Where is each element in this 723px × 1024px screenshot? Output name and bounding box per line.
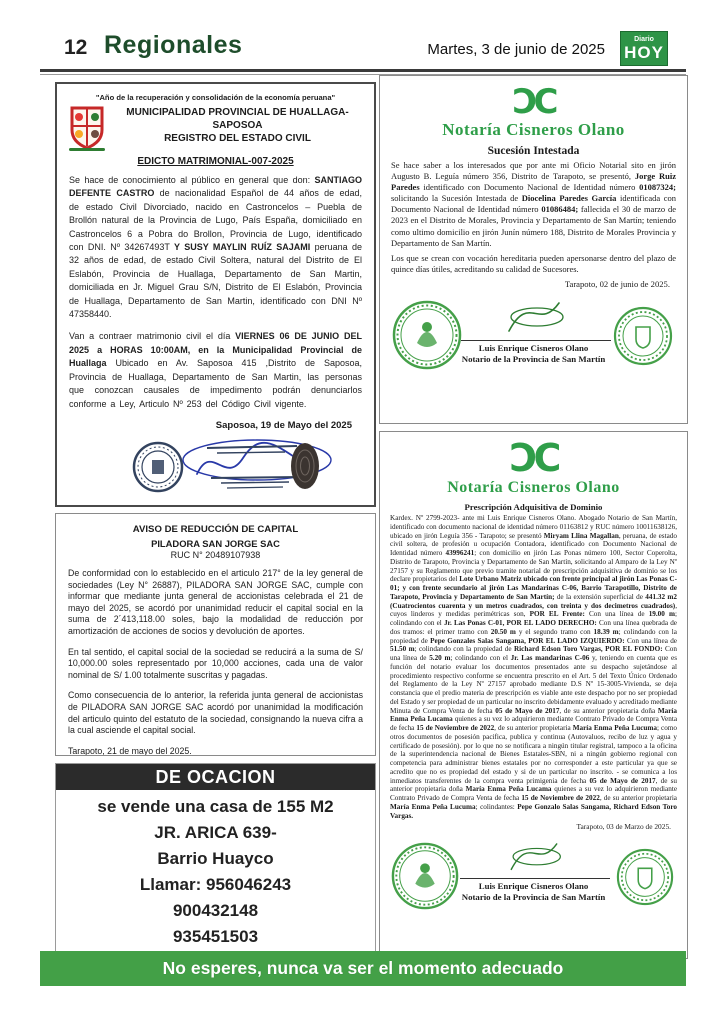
notary-succession-notice xyxy=(379,75,688,424)
notary-signature-area xyxy=(390,833,677,921)
notary-signature-icon xyxy=(479,291,589,335)
footer-slogan: No esperes, nunca va ser el momento adecuado xyxy=(162,958,564,978)
aviso-paragraph-2: En tal sentido, el capital social de la sociedad se reducirá a la suma de S/ 10,000.00 soles representado por 10,000 acciones, cada una de valor nominal de S/ 1.00 totalmente suscritas y pagadas. xyxy=(68,646,363,680)
notary-sign-block xyxy=(460,833,607,903)
prescription-date: Tarapoto, 03 de Marzo de 2025. xyxy=(576,822,671,832)
header-rule-thick xyxy=(40,69,686,72)
ad-phone: Llamar: 956046243 xyxy=(139,875,292,894)
logo-big-text: HOY xyxy=(624,43,664,62)
notary-signer-role: Notario de la Provincia de San Martín xyxy=(461,892,606,903)
municipality-name: MUNICIPALIDAD PROVINCIAL DE HUALLAGA-SAPOSOA xyxy=(126,107,349,131)
succession-date: Tarapoto, 02 de junio de 2025. xyxy=(564,278,670,289)
coat-of-arms-icon xyxy=(67,104,107,152)
diario-hoy-logo xyxy=(620,31,668,66)
notary-signer-role: Notario de la Provincia de San Martín xyxy=(461,353,606,364)
aviso-paragraph-3: Como consecuencia de lo anterior, la referida junta general de accionistas de PILADORA SAN JORGE SAC acordó por unanimidad la modificación del articulo quinto del estatuto de la sociedad, consignando la nueva cifra a la cual asciende el capital social. xyxy=(68,690,363,736)
aviso-company: PILADORA SAN JORGE SAC xyxy=(151,538,280,549)
ad-line: JR. ARICA 639- xyxy=(154,823,277,842)
classified-ad-house-sale xyxy=(55,763,376,953)
signature-rule xyxy=(460,878,610,879)
prescription-title: Prescripción Adquisitiva de Dominio xyxy=(464,502,603,512)
signature-rule xyxy=(461,340,611,341)
logo-small-text: Diario xyxy=(634,36,654,43)
succession-paragraph-1: Se hace saber a los interesados que por ante mi Oficio Notarial sito en jirón Augusto B. Leguía número 356, Distrito de Tarapoto, se presentó, Jorge Ruiz Paredes identificado con Documento Nacional de Identidad número 01087324; solicitando la Sucesión Intestada de Diocelina Paredes García identificada con Documento Nacional de Identidad número 01086484; fallecida el 30 de marzo de 2023 en el Distrito de Morales, Provincia y Departamento de San Martín; teniendo como ultimo domicilio en jirón Junín número 188, Distrito de Morales Provincia y Departamento de San Martín. xyxy=(391,160,676,248)
ad-body xyxy=(56,790,375,950)
ad-title-bar: DE OCACION xyxy=(56,764,375,790)
right-column xyxy=(379,75,688,959)
fingerprint-icon xyxy=(287,440,323,492)
edicto-paragraph-1: Se hace de conocimiento al público en general que don: SANTIAGO DEFENTE CASTRO de nacionalidad Español de 44 años de edad, de estado Civil Divorciado, nacido en Castroncelos – Puebla de Brollón natural de la Provincia de Lugo, País España, domiciliado en Castroncelos 6 a Pobra do Brollon, Provincia de Lugo, identificado con DNI. Nº 34267493T Y SUSY MAYLIN RUÍZ SAJAMI peruana de 32 años de edad, de estado Civil Soltera, natural del Distrito de El Eslabón, Provincia de Huallaga, Departamento de San Martin, domiciliada en Jr. Miguel Grau S/N, Distrito de El Eslabón, Provincia de Huallaga, Departamento de San Martin, identificado con DNI Nº 47358440. xyxy=(69,175,363,320)
aviso-date: Tarapoto, 21 de mayo del 2025. xyxy=(68,745,192,756)
ad-line: Barrio Huayco xyxy=(157,849,274,868)
ad-phone: 935451503 xyxy=(172,927,259,946)
aviso-paragraph-1: De conformidad con lo establecido en el articulo 217° de la ley general de sociedades (Ley N° 26887), PILADORA SAN JORGE SAC, cumple con informar que mediante junta general de accionistas celebrada el 21 de mayo del 2025, se acordó por unanimidad reducir el capital social en la suma de 2´413,118.00 soles, bajo la modalidad de reducción por amortización de acciones de socios y devolución de aportes. xyxy=(68,568,363,636)
municipality-header xyxy=(69,106,362,145)
ad-line: se vende una casa de 155 M2 xyxy=(97,797,334,816)
notary-signature-area xyxy=(391,291,676,387)
notary-name: Notaría Cisneros Olano xyxy=(442,120,625,139)
notary-monogram-icon: ƆC xyxy=(509,436,558,480)
edicto-title: EDICTO MATRIMONIAL-007-2025 xyxy=(137,156,294,167)
left-column xyxy=(55,82,376,953)
capital-reduction-notice xyxy=(55,513,376,756)
succession-title: Sucesión Intestada xyxy=(487,145,580,157)
edicto-date: Saposoa, 19 de Mayo del 2025 xyxy=(215,419,352,431)
registry-name: REGISTRO DEL ESTADO CIVIL xyxy=(164,133,311,144)
notary-monogram-icon: ƆC xyxy=(512,82,555,122)
edicto-paragraph-2: Van a contraer matrimonio civil el día VIERNES 06 DE JUNIO DEL 2025 a HORAS 10:00AM, en la Municipalidad Provincial de Huallaga Ubicado en Av. Saposoa 415 ,Distrito de Saposoa, Provincia de Huallaga, Departamento de San Martin, las personas que conozcan causales de impedimento podrán denunciarlos conforme a Ley, Articulo Nº 253 del Código Civil vigente. xyxy=(69,331,362,409)
notary-signer-name: Luis Enrique Cisneros Olano xyxy=(478,881,589,892)
notary-signature-icon xyxy=(479,833,589,873)
aviso-title: AVISO DE REDUCCIÓN DE CAPITAL xyxy=(132,524,299,535)
footer-banner xyxy=(40,951,686,986)
notary-round-stamp-icon xyxy=(390,841,460,911)
notary-seal-icon xyxy=(615,847,675,907)
notary-seal-icon xyxy=(612,305,674,367)
ad-phone: 900432148 xyxy=(172,901,259,920)
notary-round-stamp-icon xyxy=(391,299,463,371)
notary-signer-name: Luis Enrique Cisneros Olano xyxy=(478,342,589,353)
page-number: 12 xyxy=(64,36,88,59)
aviso-ruc: RUC N° 20489107938 xyxy=(170,550,261,560)
edicto-signature-area xyxy=(69,434,362,500)
prescription-body: Kardex. Nº 2799-2023- ante mi Luis Enrique Cisneros Olano. Abogado Notario de San Martín, identificado con documento nacional de identidad número 01163812 y RUC número 10011638126, ubicado en jirón Leguía 356 - Tarapoto; se presentó Miryam Llina Magallan, peruana, de estado civil soltera, de profesión u ocupación Contadora, identificado con Documento Nacional de Identidad número 43996241; con domicilio en jirón Las Ponas número 100, Sector Coperolta, Distrito de Tarapoto, Provincia y Departamento de San Martín, solicitando al Amparo de la Ley Nº 27157 y su Reglamento que previo tramite notarial de prescripción adquisitiva de dominio se los declare propietarios del Lote Urbano Matriz ubicado con frente principal al jirón Las Ponas C-01; y con frente secundario al jirón Las Mandarinas C-06, Barrio Tarapotillo, Distrito de Tarapoto, Provincia y Departamento de San Martín; de la extensión superficial de 441.32 m2 (Cuatrocientos cuarenta y un metros cuadrados, con treinta y dos decimetros cuadrados), cuyos linderos y medidas perimétricas son, POR EL Frente: Con una línea de 19.00 m; colindando con el Jr. Las Ponas C-01, POR EL LADO DERECHO: Con una línea quebrada de dos tramos: el primer tramo con 20.50 m y el segundo tramo con 18.39 m; colindando con la propiedad de Pepe Gonzales Salas Sangama, POR EL LADO IZQUIERDO: Con una línea de 51.50 m; colindando con la propiedad de Richard Edson Toro Vargas, POR EL FONDO: Con una línea de 5.20 m; colindando con el Jr. Las mandarinas C-06 y, teniendo en cuenta que es función del notario evaluar los documentos presentados ante su despacho sujetándose al procedimiento respectivo conforme se encuentra prescrito en el Art. 5 del Texto Único Ordenado del Reglamento de la Ley Nº 27157 aprobado mediante D.S Nº 15-3005-Vivienda, se deja constancia que el predio materia de prescripción es viable ante este despacho por no ser propiedad del Estado y ser propiedad de un particular no inscrito debidamente evaluado y acreditado mediante Minuta de Compra Venta de fecha 05 de Mayo de 2017, de su anterior propietaria doña María Enma Peña Lucama quienes a su vez lo adquirieron mediante Contrato Privado de Compra Venta de fecha 15 de Noviembre de 2022, de su anterior propietaria María Enma Peña Lucuma; como otros documentos de posesión pacifica, publica y continua (Autovaluos, recibo de luz y agua y certificado de posesión). por lo que no se notificara a ningún titular registral, tampoco a la oficina de la superintendencia nacional de Bienes Estatales-SBN, ni a ningún gobierno regional con competencia para administrar bienes estatales por no corresponder a este particular ya que se acredito que no es propiedad del estado y si de un particular no inscrito. - se comunica a los inmediatos transferentes de la compra venta primigenia de fecha 05 de Mayo de 2017, de su anterior propietaria doña María Enma Peña Lucama quienes a su vez lo adquirieron mediante Contrato Privado de Compra Venta de fecha 15 de Noviembre de 2022, de su anterior propietaria María Enma Peña Lucuma; colindantes: Pepe Gonzalo Salas Sangama, Richard Edson Toro Vargas. xyxy=(390,514,678,820)
succession-paragraph-2: Los que se crean con vocación hereditaria pueden apersonarse dentro del plazo de quince días útiles, acreditando su calidad de Sucesores. xyxy=(391,252,676,274)
notary-logo xyxy=(390,438,677,498)
notary-sign-block xyxy=(461,291,606,365)
edicto-matrimonial-notice xyxy=(55,82,376,507)
edition-date: Martes, 3 de junio de 2025 xyxy=(427,41,605,58)
notary-logo xyxy=(391,84,676,140)
year-motto: "Año de la recuperación y consolidación de la economía peruana" xyxy=(95,93,336,102)
notary-prescription-notice xyxy=(379,431,688,959)
section-title: Regionales xyxy=(104,31,243,59)
notary-name: Notaría Cisneros Olano xyxy=(447,479,620,496)
